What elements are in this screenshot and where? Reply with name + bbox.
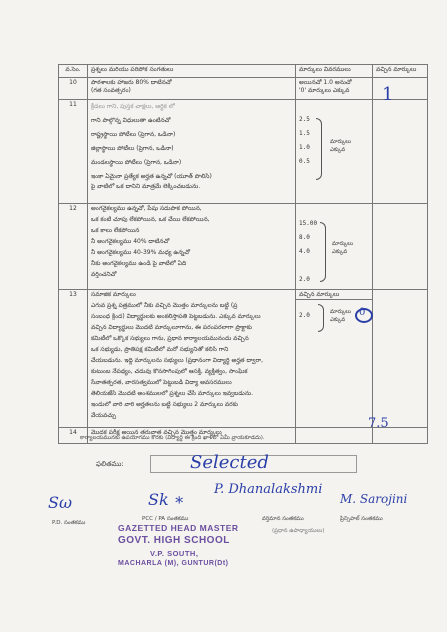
score-row-14: 7.5 bbox=[368, 416, 389, 431]
header-marks-details: మార్కులు వివరములు bbox=[296, 65, 373, 78]
stamp-line-3: V.P. SOUTH, bbox=[150, 549, 199, 558]
row-line: సంబంధ క్రింద) విద్యార్థులకు అంకలిస్తాపతి పెట్టబడును. ఎక్కువ మార్కులు bbox=[91, 313, 261, 320]
row-marks-value: 1.5 bbox=[299, 130, 310, 137]
row-question bbox=[88, 78, 296, 100]
row-line: సమాజిక మార్కులు bbox=[91, 291, 136, 298]
table-header-row bbox=[59, 65, 428, 78]
header-questions: ప్రశ్నలు మరియు పరిపోక సంగతులు bbox=[88, 65, 296, 78]
row-marks-header: వచ్చిన మార్కులు bbox=[296, 291, 372, 300]
row-line: ఎగువ ప్రశ్న పత్రములో నీకు వచ్చిన మొత్తం మార్కులను బట్టి (ప్ర bbox=[91, 302, 238, 309]
row-line: (గత సంవత్సరం) bbox=[91, 87, 131, 94]
row-line: నీ అంగవైకల్యము 40% దాటినచో bbox=[91, 238, 170, 245]
signature-name-1: P. Dhanalakshmi bbox=[214, 482, 323, 497]
brace-label-line: ఎక్కువ bbox=[330, 317, 346, 323]
row-marks bbox=[296, 78, 373, 100]
brace-icon bbox=[320, 222, 326, 282]
stamp-line-4: MACHARLA (M), GUNTUR(Dt) bbox=[118, 560, 229, 567]
row-line: సేవాతత్పరత, వారసత్వములో పెట్టుబడి విద్యా అవసరములు bbox=[91, 379, 232, 386]
row-line: నీ అంగవైకల్యము 40-39% మధ్య ఉన్నచో bbox=[91, 249, 190, 256]
row-marks bbox=[296, 428, 373, 444]
brace-label-line: మార్కులు bbox=[332, 241, 354, 247]
row-marks bbox=[296, 204, 373, 290]
row-question bbox=[88, 290, 296, 428]
evaluation-table bbox=[58, 64, 428, 444]
row-marks bbox=[296, 100, 373, 204]
brace-label-line: మార్కులు bbox=[330, 139, 352, 145]
signature-pcc: Sk ∗ bbox=[148, 490, 185, 509]
signature-label-3: వర్తిమాన సంతకము bbox=[262, 516, 304, 522]
row-line: ఇందులో వారి వారి అర్హతలను బట్టి సభ్యులు 2 మార్కులు వరకు bbox=[91, 401, 238, 408]
signature-label-pd: P.D. సంతకము bbox=[52, 520, 86, 526]
signature-name-2: M. Sarojini bbox=[340, 492, 408, 506]
score-row-10: 1 bbox=[382, 84, 394, 105]
row-line: గాని పాల్గొన్న విధులుతా ఉంటినచో bbox=[91, 117, 171, 124]
brace-icon bbox=[318, 304, 324, 332]
signature-label-4: ప్రిన్సిపాల్ సంతకము bbox=[340, 516, 383, 522]
row-line: ఒక సభ్యుడు, ప్రాతిపక్ష కమిటీలో మరో సభ్యునితో కలిసి గాని bbox=[91, 346, 229, 353]
row-line: ఇంకా ఏమైనా ప్రత్యేక అర్హత ఉన్నచో (యూత్ పొలిసి) bbox=[91, 173, 212, 180]
row-line: నీకు అంగవైకల్యము ఉండి పై వాటిలో ఏది bbox=[91, 260, 187, 267]
row-marks-value: 2.0 bbox=[299, 312, 310, 319]
row-line: అంగవైకల్యము ఉన్నచో, పేషు సదుపాక పోయిన, bbox=[91, 205, 202, 212]
row-question bbox=[88, 100, 296, 204]
row-line: క్రీడలు గాని, పుస్తక చాక్షలు, ఆర్థిక లో bbox=[91, 103, 175, 110]
row-number: 12 bbox=[59, 204, 88, 290]
row-marks-line: అయినచో 1.0 అనుచో bbox=[299, 79, 352, 86]
row-number: 14 bbox=[59, 428, 88, 444]
brace-label bbox=[332, 240, 353, 256]
row-line: మండలస్థాయి పోటీలు (ప్రెగాన, ఒడినా) bbox=[91, 159, 182, 166]
stamp-line-2: GOVT. HIGH SCHOOL bbox=[118, 535, 230, 546]
row-line: జిల్లాస్థాయి పోటీలు (ప్రెగాన, ఒడినా) bbox=[91, 145, 174, 152]
row-line: వర్తించనిచో bbox=[91, 271, 117, 278]
row-marks-value: 8.0 bbox=[299, 234, 310, 241]
brace-label-line: ఎక్కువ bbox=[332, 249, 348, 255]
result-label: ఫలితము: bbox=[96, 460, 124, 468]
row-line: మొదక పరీక్ష అయిన తరువాత వచ్చిన మొత్తం మార్కులు bbox=[91, 429, 222, 436]
row-number: 11 bbox=[59, 100, 88, 204]
stamp-line-1: GAZETTED HEAD MASTER bbox=[118, 523, 239, 533]
row-marks-value: 4.0 bbox=[299, 248, 310, 255]
table-row-11 bbox=[59, 100, 428, 204]
row-obtained bbox=[373, 100, 428, 204]
signature-sub-note: (ప్రధాన ఉపాధ్యాయులు) bbox=[272, 528, 325, 534]
row-marks-value: 15.00 bbox=[299, 220, 318, 227]
score-row-13-value: 0 bbox=[359, 307, 366, 318]
row-line: కమిటీలో ఒక్కొక సభ్యులు గాను, ప్రధాన కార్యాలయమునందు వచ్చిన bbox=[91, 335, 249, 342]
table-row-12 bbox=[59, 204, 428, 290]
table-row-13 bbox=[59, 290, 428, 428]
footer-note: కార్యాలయమునకు ఉపయోగము కొరకు (విద్యార్థి ఈ క్రింది ఖాళీలో ఏమీ వ్రాయకూడదు). bbox=[80, 435, 265, 441]
row-line: పై వాటిలో ఒక దానిని మాత్రమే లెక్కించబడును. bbox=[91, 183, 201, 190]
signature-pd: Sω bbox=[48, 493, 73, 512]
header-obtained: వచ్చిన మార్కులు bbox=[373, 65, 428, 78]
table-row-10 bbox=[59, 78, 428, 100]
brace-label bbox=[330, 308, 351, 324]
brace-label-line: మార్కులు bbox=[330, 309, 352, 315]
row-marks-value: 2.5 bbox=[299, 116, 310, 123]
row-marks-line: '0' మార్కులు ఎక్కువ bbox=[299, 87, 350, 94]
row-line: వేయవచ్చు bbox=[91, 412, 117, 419]
row-line: రాష్ట్రస్థాయి పోటీలు (ప్రెగాన, ఒడినా) bbox=[91, 131, 176, 138]
result-value: Selected bbox=[190, 452, 269, 473]
row-marks-value: 2.0 bbox=[299, 276, 310, 283]
row-line: ఒక కాలు లేకపోయిన bbox=[91, 227, 140, 234]
row-line: వచ్చిన విద్యార్థులు మొదటి మార్కులూగాను, ఈ పరంపరలాగా ప్రాక్టాకు bbox=[91, 324, 252, 331]
header-serial: వ.సెం. bbox=[59, 65, 88, 78]
row-number: 13 bbox=[59, 290, 88, 428]
row-obtained bbox=[373, 290, 428, 428]
brace-label-line: ఎక్కువ bbox=[330, 147, 346, 153]
brace-icon bbox=[316, 118, 322, 180]
row-obtained bbox=[373, 78, 428, 100]
row-line: తెలియజేసి మొదటి అంశములలో ప్రశ్నలు చేసి మార్కులు ఇవ్వబడును. bbox=[91, 390, 254, 397]
row-number: 10 bbox=[59, 78, 88, 100]
brace-label bbox=[330, 138, 351, 154]
row-line: ఒక కంటి చూపు లేకపోయిన, ఒక చేయి లేకపోయిన, bbox=[91, 216, 210, 223]
signature-label-pcc: PCC / PA సంతకము bbox=[142, 516, 189, 522]
row-question bbox=[88, 204, 296, 290]
row-marks-value: 0.5 bbox=[299, 158, 310, 165]
row-line: పాఠశాలకు హాజరు 80% దాటినచో bbox=[91, 79, 172, 86]
row-line: కుటుంబ నేపథ్యం, చదువు కొనసాగింపులో ఆసక్తి, వ్యక్తిత్వం, సాంఘిక bbox=[91, 368, 248, 375]
row-marks-value: 1.0 bbox=[299, 144, 310, 151]
row-line: చేయబడును. ఇద్ది మార్కులను సభ్యులు (ప్రధానంగా విద్యార్థి అర్హత ద్వారా, bbox=[91, 357, 263, 364]
row-obtained bbox=[373, 204, 428, 290]
